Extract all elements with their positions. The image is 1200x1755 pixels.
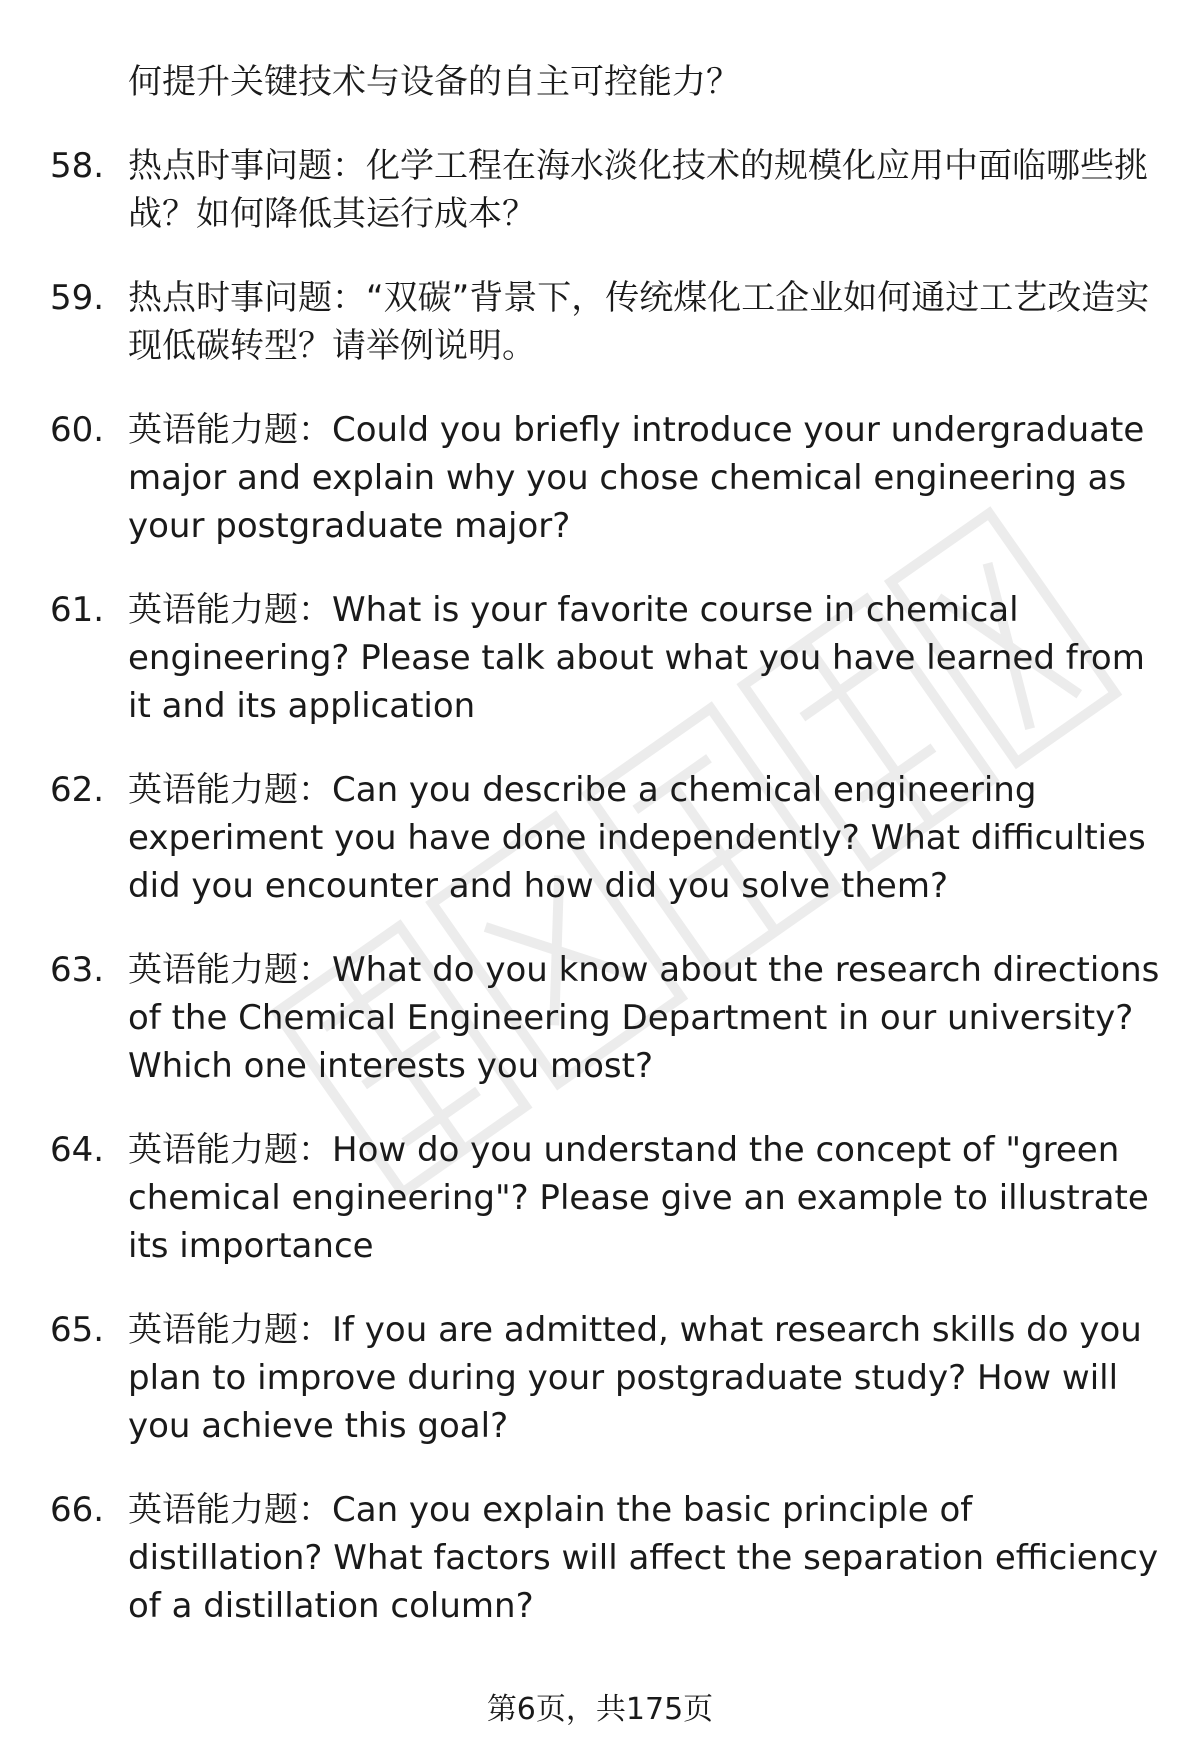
- question-text: 英语能力题：Can you explain the basic principle of distillation? What factors will affect the separation efficiency of a distillation column?: [128, 1490, 1169, 1626]
- question-text: 英语能力题：Could you briefly introduce your undergraduate major and explain why you chose chemical engineering as your postgraduate major?: [128, 410, 1156, 546]
- list-item: [50, 406, 1170, 550]
- list-item: [50, 1486, 1170, 1630]
- list-item: [50, 586, 1170, 730]
- question-text: 英语能力题：What is your favorite course in chemical engineering? Please talk about what you have learned from it and its application: [128, 590, 1156, 726]
- question-number: 60.: [50, 410, 105, 450]
- question-number: 62.: [50, 770, 105, 810]
- list-item: [50, 142, 1170, 238]
- question-text: 英语能力题：Can you describe a chemical engineering experiment you have done independently? What difficulties did you encounter and how did you solve them?: [128, 770, 1157, 906]
- question-number: 59.: [50, 278, 105, 318]
- question-text: 热点时事问题：“双碳”背景下，传统煤化工企业如何通过工艺改造实现低碳转型？请举例说明。: [128, 278, 1150, 366]
- question-number: 64.: [50, 1130, 105, 1170]
- continuation-text: 何提升关键技术与设备的自主可控能力？: [128, 62, 740, 102]
- list-item: [50, 766, 1170, 910]
- list-item: [50, 1306, 1170, 1450]
- list-item: [50, 1126, 1170, 1270]
- page-number-footer: 第6页，共175页: [486, 1692, 714, 1727]
- list-item: [50, 274, 1170, 370]
- question-number: 65.: [50, 1310, 105, 1350]
- question-number: 66.: [50, 1490, 105, 1530]
- list-item: [50, 946, 1170, 1090]
- question-number: 63.: [50, 950, 105, 990]
- question-text: 英语能力题：If you are admitted, what research skills do you plan to improve during your postgraduate study? How will you achieve this goal?: [128, 1310, 1153, 1446]
- question-text: 热点时事问题：化学工程在海水淡化技术的规模化应用中面临哪些挑战？如何降低其运行成本？: [128, 146, 1148, 234]
- question-number: 58.: [50, 146, 105, 186]
- question-text: 英语能力题：What do you know about the research directions of the Chemical Engineering Department in our university? Which one interests you most?: [128, 950, 1171, 1086]
- question-text: 英语能力题：How do you understand the concept of "green chemical engineering"? Please give an example to illustrate its importance: [128, 1130, 1160, 1266]
- question-list: [50, 58, 1170, 1666]
- question-number: 61.: [50, 590, 105, 630]
